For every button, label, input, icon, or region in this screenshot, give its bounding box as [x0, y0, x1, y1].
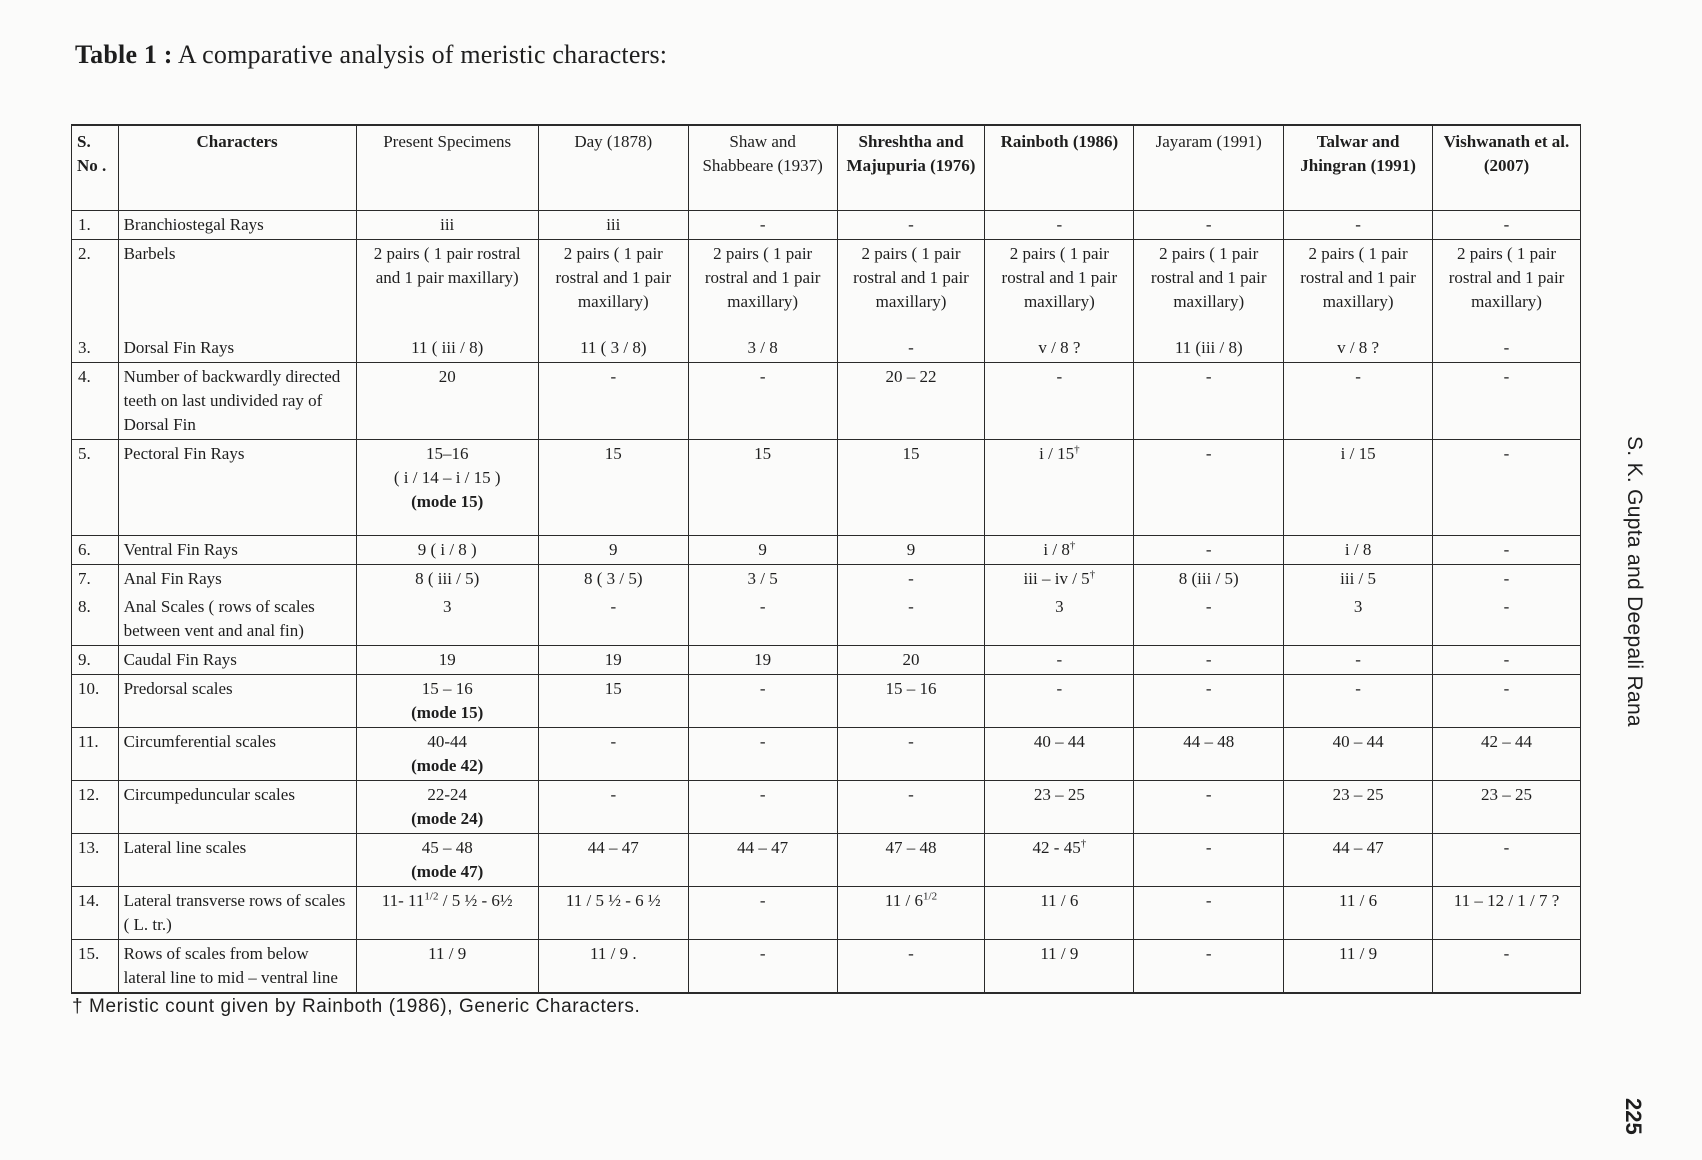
- cell: -: [985, 675, 1134, 728]
- cell: 8 ( iii / 5): [356, 565, 538, 594]
- header-rainboth: Rainboth (1986): [985, 125, 1134, 211]
- cell: 15: [538, 675, 688, 728]
- cell: 40 – 44: [1284, 728, 1433, 781]
- cell: 11 ( iii / 8): [356, 316, 538, 363]
- cell: 3: [1284, 593, 1433, 646]
- table-header-row: [72, 125, 1581, 211]
- table-row: [72, 593, 1581, 646]
- header-characters: Characters: [118, 125, 356, 211]
- cell: 2 pairs ( 1 pair rostral and 1 pair maxillary): [1284, 240, 1433, 317]
- cell: 9: [688, 536, 837, 565]
- table-row: [72, 728, 1581, 781]
- cell: [985, 834, 1134, 887]
- cell: 11 / 9: [985, 940, 1134, 994]
- header-jayaram: Jayaram (1991): [1134, 125, 1284, 211]
- cell: 15: [688, 440, 837, 536]
- row-number: 13.: [72, 834, 119, 887]
- cell: -: [837, 316, 985, 363]
- row-character: Lateral transverse rows of scales ( L. tr.): [118, 887, 356, 940]
- cell-mode: (mode 15): [411, 703, 484, 722]
- row-character: Predorsal scales: [118, 675, 356, 728]
- cell-value: iii – iv / 5: [1023, 569, 1090, 588]
- row-character: Lateral line scales: [118, 834, 356, 887]
- meristic-table: [71, 124, 1581, 994]
- cell: 11 / 5 ½ - 6 ½: [538, 887, 688, 940]
- cell: 2 pairs ( 1 pair rostral and 1 pair maxillary): [538, 240, 688, 317]
- cell: 23 – 25: [1284, 781, 1433, 834]
- dagger-mark: †: [1089, 568, 1096, 581]
- cell: 44 – 48: [1134, 728, 1284, 781]
- cell: -: [837, 940, 985, 994]
- cell-extra: ( i / 14 – i / 15 ): [393, 468, 501, 487]
- cell: 2 pairs ( 1 pair rostral and 1 pair maxillary): [985, 240, 1134, 317]
- cell: 2 pairs ( 1 pair rostral and 1 pair maxillary): [688, 240, 837, 317]
- row-number: 14.: [72, 887, 119, 940]
- row-number: 4.: [72, 363, 119, 440]
- cell: -: [1134, 887, 1284, 940]
- header-day: Day (1878): [538, 125, 688, 211]
- cell: -: [1284, 675, 1433, 728]
- table-row: [72, 363, 1581, 440]
- fraction-sup: 1/2: [424, 890, 439, 903]
- table-row: [72, 211, 1581, 240]
- cell: -: [1134, 536, 1284, 565]
- cell: -: [1134, 834, 1284, 887]
- cell: 8 ( 3 / 5): [538, 565, 688, 594]
- table-row: [72, 440, 1581, 536]
- dagger-mark: †: [1080, 837, 1087, 850]
- page-number: 225: [1621, 1098, 1646, 1135]
- cell-value: 11 / 6: [884, 891, 924, 910]
- cell: [985, 565, 1134, 594]
- table-row: [72, 781, 1581, 834]
- dagger-mark: †: [1069, 539, 1076, 552]
- cell: -: [1433, 675, 1581, 728]
- cell-mode: (mode 47): [411, 862, 484, 881]
- cell: [985, 536, 1134, 565]
- cell: -: [985, 363, 1134, 440]
- cell: -: [1134, 363, 1284, 440]
- cell: -: [538, 363, 688, 440]
- cell: 23 – 25: [1433, 781, 1581, 834]
- cell: 19: [538, 646, 688, 675]
- cell-value: 11- 11: [381, 891, 425, 910]
- cell: 3 / 5: [688, 565, 837, 594]
- cell: 11 – 12 / 1 / 7 ?: [1433, 887, 1581, 940]
- cell: 2 pairs ( 1 pair rostral and 1 pair maxillary): [1433, 240, 1581, 317]
- table-row: [72, 536, 1581, 565]
- cell: -: [1284, 363, 1433, 440]
- table-row: [72, 565, 1581, 594]
- cell-present: [356, 728, 538, 781]
- cell: 9: [837, 536, 985, 565]
- row-character: Branchiostegal Rays: [118, 211, 356, 240]
- table-row: [72, 940, 1581, 994]
- row-number: 15.: [72, 940, 119, 994]
- cell: -: [1134, 440, 1284, 536]
- cell: [837, 887, 985, 940]
- cell: -: [837, 211, 985, 240]
- header-shreshtha: Shreshtha and Majupuria (1976): [837, 125, 985, 211]
- cell: -: [1134, 781, 1284, 834]
- cell: -: [688, 728, 837, 781]
- cell: 20: [356, 363, 538, 440]
- row-character: Dorsal Fin Rays: [118, 316, 356, 363]
- cell: 44 – 47: [538, 834, 688, 887]
- row-number: 11.: [72, 728, 119, 781]
- meristic-table-container: [71, 124, 1581, 994]
- table-title-label: Table 1 :: [75, 40, 173, 69]
- cell-present: [356, 781, 538, 834]
- cell: 9: [538, 536, 688, 565]
- cell: 8 (iii / 5): [1134, 565, 1284, 594]
- cell: 40 – 44: [985, 728, 1134, 781]
- row-character: Number of backwardly directed teeth on last undivided ray of Dorsal Fin: [118, 363, 356, 440]
- cell-value: 15–16: [425, 444, 469, 463]
- row-number: 5.: [72, 440, 119, 536]
- cell: 15: [538, 440, 688, 536]
- table-row: [72, 316, 1581, 363]
- cell: 3: [356, 593, 538, 646]
- row-character: Circumpeduncular scales: [118, 781, 356, 834]
- cell: 11 / 6: [985, 887, 1134, 940]
- cell: [985, 440, 1134, 536]
- table-row: [72, 834, 1581, 887]
- cell: -: [538, 781, 688, 834]
- row-character: Anal Scales ( rows of scales between vent and anal fin): [118, 593, 356, 646]
- cell: 44 – 47: [1284, 834, 1433, 887]
- cell: -: [1433, 363, 1581, 440]
- cell: -: [837, 565, 985, 594]
- cell: i / 15: [1284, 440, 1433, 536]
- cell: -: [985, 211, 1134, 240]
- header-present: Present Specimens: [356, 125, 538, 211]
- row-number: 10.: [72, 675, 119, 728]
- header-talwar: Talwar and Jhingran (1991): [1284, 125, 1433, 211]
- row-number: 7.: [72, 565, 119, 594]
- cell-mode: (mode 24): [411, 809, 484, 828]
- row-number: 2.: [72, 240, 119, 317]
- row-character: Barbels: [118, 240, 356, 317]
- cell: -: [688, 593, 837, 646]
- cell: -: [1433, 940, 1581, 994]
- cell: -: [1433, 593, 1581, 646]
- row-number: 9.: [72, 646, 119, 675]
- cell: 11 / 6: [1284, 887, 1433, 940]
- cell: iii: [538, 211, 688, 240]
- cell: 44 – 47: [688, 834, 837, 887]
- cell: 2 pairs ( 1 pair rostral and 1 pair maxillary): [837, 240, 985, 317]
- cell: 47 – 48: [837, 834, 985, 887]
- cell: [356, 887, 538, 940]
- table-row: [72, 646, 1581, 675]
- cell: 11 (iii / 8): [1134, 316, 1284, 363]
- cell: 2 pairs ( 1 pair rostral and 1 pair maxillary): [1134, 240, 1284, 317]
- row-character: Anal Fin Rays: [118, 565, 356, 594]
- cell: -: [538, 593, 688, 646]
- cell: -: [688, 781, 837, 834]
- row-character: Caudal Fin Rays: [118, 646, 356, 675]
- cell: 11 / 9 .: [538, 940, 688, 994]
- table-row: [72, 675, 1581, 728]
- cell: 20 – 22: [837, 363, 985, 440]
- table-title: [75, 40, 667, 70]
- cell-mode: (mode 15): [411, 492, 484, 511]
- cell: -: [1433, 316, 1581, 363]
- cell-value-tail: / 5 ½ - 6½: [438, 891, 513, 910]
- cell: 19: [688, 646, 837, 675]
- cell: -: [1134, 593, 1284, 646]
- cell-value: i / 8: [1043, 540, 1070, 559]
- cell: -: [1433, 565, 1581, 594]
- cell: iii: [356, 211, 538, 240]
- cell: -: [837, 728, 985, 781]
- cell-value: 45 – 48: [421, 838, 473, 857]
- header-vishwanath: Vishwanath et al. (2007): [1433, 125, 1581, 211]
- cell: 9 ( i / 8 ): [356, 536, 538, 565]
- cell: -: [1284, 211, 1433, 240]
- cell: 19: [356, 646, 538, 675]
- header-shaw: Shaw and Shabbeare (1937): [688, 125, 837, 211]
- cell: 11 ( 3 / 8): [538, 316, 688, 363]
- cell: 15: [837, 440, 985, 536]
- cell: v / 8 ?: [985, 316, 1134, 363]
- cell: 42 – 44: [1433, 728, 1581, 781]
- table-row: [72, 240, 1581, 317]
- cell: 20: [837, 646, 985, 675]
- cell: -: [688, 887, 837, 940]
- cell: -: [688, 211, 837, 240]
- table-row: [72, 887, 1581, 940]
- cell: -: [538, 728, 688, 781]
- table-footnote: † Meristic count given by Rainboth (1986), Generic Characters.: [72, 996, 641, 1017]
- cell: -: [837, 593, 985, 646]
- cell: -: [1134, 940, 1284, 994]
- cell: -: [1433, 834, 1581, 887]
- cell: -: [1433, 536, 1581, 565]
- cell-present: [356, 675, 538, 728]
- cell: i / 8: [1284, 536, 1433, 565]
- cell: 15 – 16: [837, 675, 985, 728]
- cell: -: [985, 646, 1134, 675]
- cell: -: [837, 781, 985, 834]
- cell-value: 42 - 45: [1032, 838, 1081, 857]
- cell: 23 – 25: [985, 781, 1134, 834]
- cell: -: [1134, 675, 1284, 728]
- cell-value: i / 15: [1039, 444, 1075, 463]
- cell: -: [1284, 646, 1433, 675]
- cell-value: 15 – 16: [421, 679, 473, 698]
- cell: 11 / 9: [1284, 940, 1433, 994]
- row-number: 8.: [72, 593, 119, 646]
- cell: v / 8 ?: [1284, 316, 1433, 363]
- dagger-mark: †: [1074, 443, 1080, 456]
- cell: -: [688, 363, 837, 440]
- row-number: 12.: [72, 781, 119, 834]
- cell: -: [1433, 646, 1581, 675]
- cell: -: [1134, 211, 1284, 240]
- cell: -: [688, 940, 837, 994]
- cell: iii / 5: [1284, 565, 1433, 594]
- fraction-sup: 1/2: [923, 890, 938, 903]
- row-number: 6.: [72, 536, 119, 565]
- cell: -: [1433, 440, 1581, 536]
- row-character: Ventral Fin Rays: [118, 536, 356, 565]
- row-character: Circumferential scales: [118, 728, 356, 781]
- cell-present: [356, 440, 538, 536]
- row-character: Rows of scales from below lateral line to mid – ventral line: [118, 940, 356, 994]
- running-header-authors: S. K. Gupta and Deepali Rana: [1623, 436, 1646, 727]
- cell-mode: (mode 42): [411, 756, 484, 775]
- row-character: Pectoral Fin Rays: [118, 440, 356, 536]
- cell-value: 40-44: [427, 732, 468, 751]
- cell: 11 / 9: [356, 940, 538, 994]
- header-sno: S. No .: [72, 125, 119, 211]
- row-number: 3.: [72, 316, 119, 363]
- cell: 3: [985, 593, 1134, 646]
- table-title-text: A comparative analysis of meristic characters:: [177, 40, 668, 69]
- cell: 2 pairs ( 1 pair rostral and 1 pair maxillary): [356, 240, 538, 317]
- cell: -: [1433, 211, 1581, 240]
- cell: 3 / 8: [688, 316, 837, 363]
- cell-present: [356, 834, 538, 887]
- cell: -: [1134, 646, 1284, 675]
- cell: -: [688, 675, 837, 728]
- row-number: 1.: [72, 211, 119, 240]
- cell-value: 22-24: [427, 785, 468, 804]
